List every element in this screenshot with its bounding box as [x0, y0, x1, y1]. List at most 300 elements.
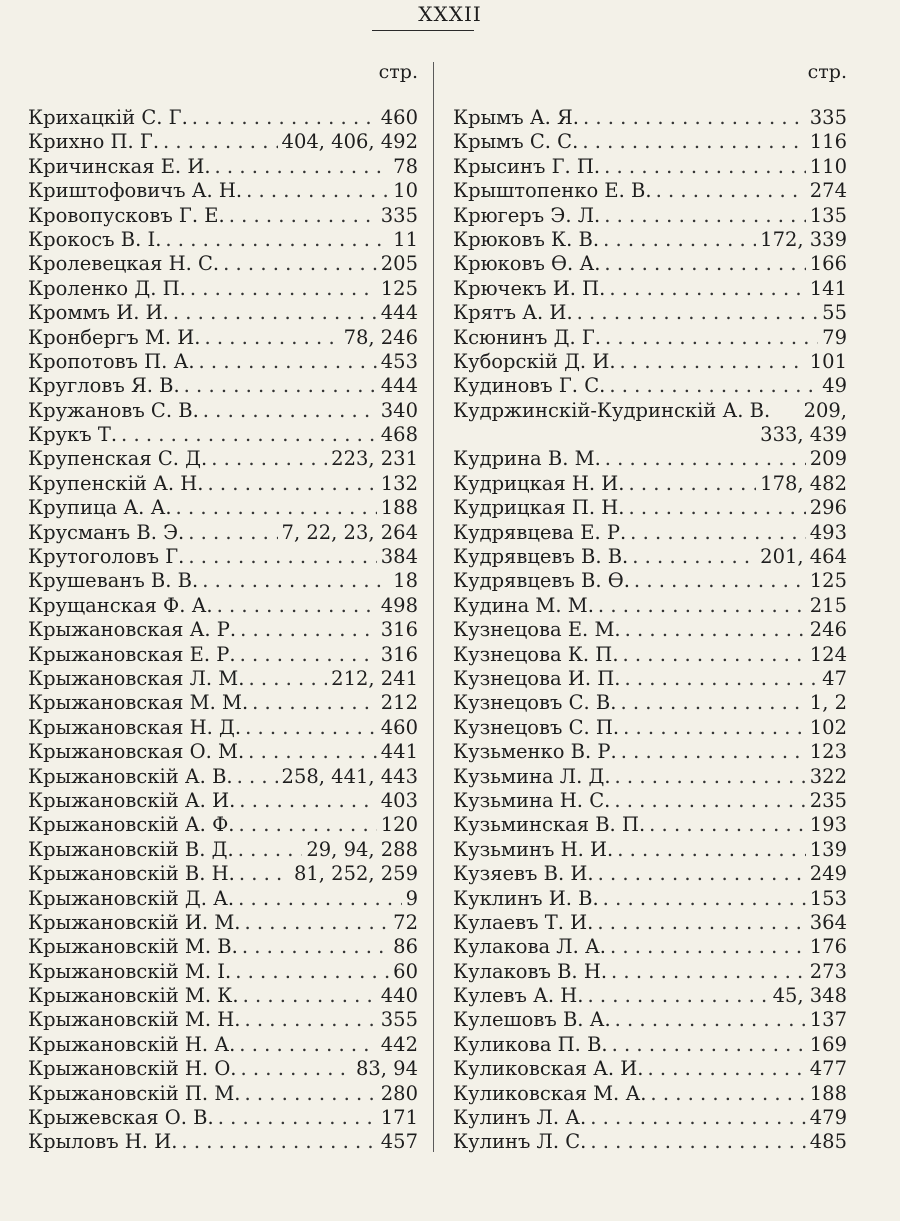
index-entries [28, 106, 418, 1155]
entry-pages: 457 [380, 1130, 418, 1154]
dot-leader [610, 935, 806, 959]
entry-name: Крюковъ К. В. [453, 227, 600, 251]
index-entry [28, 813, 418, 837]
entry-pages: 493 [809, 520, 847, 544]
index-entry [453, 838, 847, 862]
page-number: XXXII [418, 2, 482, 26]
index-entry [28, 1033, 418, 1057]
entry-pages: 123 [809, 740, 847, 764]
entry-pages: 141 [809, 276, 847, 300]
entry-pages: 209 [809, 447, 847, 471]
entry-name: Кулинъ Л. С. [453, 1130, 587, 1154]
dot-leader [590, 1130, 805, 1154]
dot-leader [621, 740, 806, 764]
entry-pages: 322 [809, 764, 847, 788]
index-entry [453, 130, 847, 154]
dot-leader [590, 1106, 806, 1130]
index-entry [453, 106, 847, 130]
entry-name: Кровопусковъ Г. Е. [28, 203, 225, 227]
entry-name: Крусманъ В. Э. [28, 520, 185, 544]
entry-name: Кудржинскій-Кудринскій А. В. [453, 398, 771, 422]
entry-pages: 135 [809, 203, 847, 227]
dot-leader [632, 545, 756, 569]
entry-pages: 296 [809, 496, 847, 520]
entry-name: Крыжановскій А. В. [28, 764, 233, 788]
entry-name: Крыжановскій В. Д. [28, 837, 234, 861]
dot-leader [609, 277, 805, 301]
index-entry [28, 496, 418, 520]
index-entries [453, 106, 847, 1155]
index-entry [453, 374, 847, 398]
entry-name: Кузнецовъ С. П. [453, 715, 620, 739]
entry-name: Кузьминская В. П. [453, 813, 646, 837]
entry-pages: 45, 348 [772, 984, 847, 1008]
index-entry [453, 545, 847, 569]
entry-pages: 364 [809, 910, 847, 934]
dot-leader [240, 618, 377, 642]
entry-pages: 479 [809, 1106, 847, 1130]
entry-pages: 223, 231 [331, 447, 418, 471]
dot-leader [617, 838, 806, 862]
entry-pages: 340 [380, 398, 418, 422]
dot-leader [603, 887, 806, 911]
entry-name: Кругловъ Я. В. [28, 374, 180, 398]
dot-leader [609, 374, 818, 398]
index-entry [28, 106, 418, 130]
index-entry [28, 1106, 418, 1130]
dot-leader [163, 130, 278, 154]
dot-leader [202, 569, 389, 593]
entry-name: Крятъ А. И. [453, 301, 573, 325]
entry-pages: 440 [380, 984, 418, 1008]
index-entry [28, 301, 418, 325]
index-entry [28, 618, 418, 642]
entry-name: Ксюнинъ Д. Г. [453, 325, 601, 349]
dot-leader [624, 667, 818, 691]
dot-leader [203, 399, 377, 423]
entry-pages: 460 [380, 106, 418, 129]
dot-leader [629, 472, 757, 496]
entry-pages: 102 [809, 715, 847, 739]
index-entry [28, 130, 418, 154]
dot-leader [173, 301, 377, 325]
entry-name: Кролевецкая Н. С. [28, 252, 220, 276]
index-entry [28, 838, 418, 862]
dot-leader [582, 130, 805, 154]
entry-name: Куликова П. В. [453, 1032, 608, 1056]
index-entry [453, 935, 847, 959]
entry-name: Кудрицкая Н. И. [453, 471, 625, 495]
index-entry [28, 277, 418, 301]
dot-leader [238, 887, 401, 911]
index-entry [28, 691, 418, 715]
entry-pages: 355 [380, 1008, 418, 1032]
entry-name: Крымъ А. Я. [453, 106, 579, 129]
dot-leader [238, 838, 303, 862]
index-entry [28, 204, 418, 228]
index-entry [453, 447, 847, 471]
index-entry [453, 1008, 847, 1032]
entry-pages: 169 [809, 1032, 847, 1056]
entry-name: Крупица А. А. [28, 496, 172, 520]
dot-leader [615, 1008, 806, 1032]
index-entry [453, 277, 847, 301]
entry-name: Кудрина В. М. [453, 447, 601, 471]
entry-name: Кузнецова Е. М. [453, 618, 621, 642]
index-entry [28, 472, 418, 496]
entry-name: Кузяевъ В. И. [453, 862, 594, 886]
index-entry [453, 496, 847, 520]
dot-leader [239, 862, 290, 886]
index-entry [453, 350, 847, 374]
index-entry [28, 545, 418, 569]
entry-name: Кулешовъ В. А. [453, 1008, 611, 1032]
entry-name: Крыжановская Н. Д. [28, 715, 242, 739]
entry-pages: 316 [380, 642, 418, 666]
dot-leader [245, 716, 377, 740]
entry-pages: 124 [809, 642, 847, 666]
index-entry [28, 643, 418, 667]
entry-name: Крючекъ И. П. [453, 276, 606, 300]
entry-name: Кружановъ С. В. [28, 398, 199, 422]
entry-pages: 212 [380, 691, 418, 715]
entry-name: Криштофовичъ А. Н. [28, 179, 243, 203]
index-entry [28, 1130, 418, 1154]
entry-name: Крутоголовъ Г. [28, 545, 185, 569]
column-header-pages: стр. [378, 61, 418, 83]
index-entry [28, 350, 418, 374]
index-entry [453, 301, 847, 325]
entry-pages: 86 [393, 935, 418, 959]
entry-name: Кричинская Е. И. [28, 154, 211, 178]
index-entry [453, 691, 847, 715]
index-entry [453, 1082, 847, 1106]
index-entry [28, 984, 418, 1008]
dot-leader [188, 545, 376, 569]
index-entry [28, 594, 418, 618]
entry-pages: 7, 22, 23, 264 [281, 520, 418, 544]
entry-name: Крюгеръ Э. Л. [453, 203, 601, 227]
entry-pages: 110 [809, 154, 847, 178]
entry-name: Кузьменко В. Р. [453, 740, 617, 764]
entry-name: Крыжановскій М. К. [28, 984, 239, 1008]
entry-name: Кузьминъ Н. И. [453, 837, 614, 861]
entry-name: Крыжановскій М. В. [28, 935, 238, 959]
entry-name: Крупенскій А. Н. [28, 471, 204, 495]
index-entry [28, 935, 418, 959]
dot-leader [604, 252, 805, 276]
entry-pages: 1, 2 [809, 691, 847, 715]
dot-leader [598, 594, 806, 618]
entry-pages: 125 [380, 276, 418, 300]
entry-name: Кулинъ Л. А. [453, 1106, 587, 1130]
index-entry [453, 1033, 847, 1057]
index-entry [453, 204, 847, 228]
dot-leader [615, 765, 806, 789]
entry-pages: 10 [393, 179, 418, 203]
entry-pages: 188 [380, 496, 418, 520]
entry-pages: 246 [809, 618, 847, 642]
entry-name: Крыловъ Н. И. [28, 1130, 178, 1154]
index-entry [453, 667, 847, 691]
entry-name: Крюковъ Ѳ. А. [453, 252, 601, 276]
index-entry [453, 1130, 847, 1154]
index-entry [28, 155, 418, 179]
entry-name: Крыжановская Е. Р. [28, 642, 236, 666]
index-entry [28, 521, 418, 545]
entry-name: Крушеванъ В. В. [28, 569, 199, 593]
dot-leader [235, 960, 389, 984]
dot-leader [208, 472, 377, 496]
dot-leader [605, 326, 818, 350]
entry-name: Крихацкій С. Г. [28, 106, 188, 129]
index-entry [28, 374, 418, 398]
dot-leader [656, 179, 806, 203]
dot-leader [620, 691, 805, 715]
index-entry [28, 569, 418, 593]
dot-leader [252, 691, 377, 715]
entry-pages: 442 [380, 1032, 418, 1056]
dot-leader [634, 569, 806, 593]
dot-leader [629, 496, 806, 520]
entry-pages: 11 [393, 227, 418, 251]
entry-name: Крыжановскій А. И. [28, 788, 236, 812]
index-entry [28, 960, 418, 984]
dot-leader [237, 765, 278, 789]
entry-pages: 78 [393, 154, 418, 178]
entry-pages: 101 [809, 349, 847, 373]
entry-pages: 441 [380, 740, 418, 764]
index-entry [28, 1057, 418, 1081]
entry-pages: 444 [380, 301, 418, 325]
dot-leader [605, 447, 806, 471]
entry-name: Крыжановская О. М. [28, 740, 245, 764]
index-entry [28, 399, 418, 423]
index-entry [453, 887, 847, 911]
dot-leader [625, 618, 806, 642]
entry-pages: 60 [393, 959, 418, 983]
entry-pages: 235 [809, 788, 847, 812]
entry-name: Кузьмина Н. С. [453, 788, 611, 812]
entry-pages: 205 [380, 252, 418, 276]
entry-pages: 188 [809, 1081, 847, 1105]
index-entry [28, 887, 418, 911]
entry-pages: 172, 339 [760, 227, 847, 251]
index-entry [28, 911, 418, 935]
dot-leader [620, 350, 806, 374]
entry-name: Крукъ Т. [28, 423, 118, 447]
entry-pages: 29, 94, 288 [306, 837, 418, 861]
index-entry [453, 423, 847, 447]
entry-name: Крыжановскій И. М. [28, 910, 241, 934]
dot-leader [242, 935, 389, 959]
entry-pages: 453 [380, 349, 418, 373]
index-entry [453, 813, 847, 837]
entry-pages: 335 [809, 106, 847, 129]
dot-leader [215, 155, 390, 179]
entry-pages: 444 [380, 374, 418, 398]
column-divider [433, 62, 434, 1152]
dot-leader [188, 521, 277, 545]
dot-leader [241, 1057, 352, 1081]
entry-name: Крыжановскій Н. А. [28, 1032, 236, 1056]
entry-pages: 178, 482 [760, 471, 847, 495]
dot-leader [184, 374, 377, 398]
dot-leader [611, 960, 806, 984]
dot-leader [603, 228, 756, 252]
entry-name: Крыжевская О. В. [28, 1106, 214, 1130]
dot-leader [176, 496, 377, 520]
entry-name: Куборскій Д. И. [453, 349, 616, 373]
dot-leader [229, 204, 377, 228]
entry-pages: 120 [380, 813, 418, 837]
entry-name: Кулаевъ Т. И. [453, 910, 594, 934]
entry-pages: 403 [380, 788, 418, 812]
entry-name: Кузьмина Л. Д. [453, 764, 611, 788]
entry-pages: 79 [822, 325, 847, 349]
entry-pages: 176 [809, 935, 847, 959]
index-entry [28, 1008, 418, 1032]
dot-leader [244, 1082, 376, 1106]
dot-leader [223, 252, 377, 276]
entry-name: Кудрявцевъ В. В. [453, 545, 629, 569]
dot-leader [587, 984, 768, 1008]
index-entry [453, 155, 847, 179]
entry-name: Крыжановскій М. Н. [28, 1008, 241, 1032]
entry-pages: 153 [809, 886, 847, 910]
entry-name: Кудиновъ Г. С. [453, 374, 606, 398]
index-entry [453, 399, 847, 423]
index-entry [28, 740, 418, 764]
index-entry [28, 1082, 418, 1106]
index-entry [453, 1106, 847, 1130]
dot-leader [248, 740, 377, 764]
index-entry [28, 447, 418, 471]
entry-name: Кропотовъ П. А. [28, 349, 195, 373]
dot-leader [623, 643, 806, 667]
index-entry [453, 594, 847, 618]
entry-name: Кудина М. М. [453, 593, 594, 617]
dot-leader [181, 1130, 376, 1154]
entry-pages: 171 [380, 1106, 418, 1130]
entry-name: Крыштопенко Е. В. [453, 179, 652, 203]
index-entry [453, 911, 847, 935]
entry-name: Крыжановская А. Р. [28, 618, 237, 642]
entry-name: Кудрявцевъ В. Ѳ. [453, 569, 630, 593]
index-entry [453, 472, 847, 496]
index-entry [28, 252, 418, 276]
entry-pages: 18 [393, 569, 418, 593]
entry-name: Кулаковъ В. Н. [453, 959, 608, 983]
dot-leader [240, 643, 377, 667]
dot-leader [612, 1033, 806, 1057]
dot-leader [204, 326, 339, 350]
entry-pages: 280 [380, 1081, 418, 1105]
entry-pages: 55 [822, 301, 847, 325]
index-entry [28, 423, 418, 447]
entry-name: Кронбергъ М. И. [28, 325, 201, 349]
index-entry [453, 228, 847, 252]
dot-leader [614, 789, 805, 813]
dot-leader [244, 1008, 376, 1032]
entry-pages: 273 [809, 959, 847, 983]
dot-leader [165, 228, 389, 252]
entry-name: Крыжановскій Д. А. [28, 886, 235, 910]
entry-pages: 78, 246 [343, 325, 418, 349]
entry-name: Кулевъ А. Н. [453, 984, 584, 1008]
index-entry [28, 667, 418, 691]
index-entry [453, 326, 847, 350]
entry-pages: 468 [380, 423, 418, 447]
entry-name: Крыжановскій Н. О. [28, 1057, 237, 1081]
dot-leader [190, 277, 377, 301]
entry-name: Крыжановская М. М. [28, 691, 249, 715]
entry-name: Крокосъ В. І. [28, 227, 162, 251]
entry-name: Крыжановскій В. Н. [28, 862, 235, 886]
entry-pages: 335 [380, 203, 418, 227]
dot-leader [217, 594, 377, 618]
entry-name: Крыжановскій М. І. [28, 959, 232, 983]
dot-leader [650, 1082, 805, 1106]
entry-name: Крыжановская Л. М. [28, 666, 245, 690]
entry-pages: 125 [809, 569, 847, 593]
dot-leader [239, 1033, 376, 1057]
index-entry [453, 618, 847, 642]
dot-leader [598, 862, 806, 886]
entry-name: Крыжановскій П. М. [28, 1081, 241, 1105]
index-column-left [28, 58, 418, 1155]
entry-name: Крымъ С. С. [453, 130, 579, 154]
index-column-right [453, 58, 847, 1155]
entry-pages: 384 [380, 545, 418, 569]
entry-pages: 333, 439 [760, 423, 847, 447]
entry-pages: 477 [809, 1057, 847, 1081]
entry-pages: 166 [809, 252, 847, 276]
entry-name: Кроленко Д. П. [28, 276, 186, 300]
entry-name: Кудрицкая П. Н. [453, 496, 625, 520]
dot-leader [583, 106, 806, 130]
entry-pages: 258, 441, 443 [281, 764, 418, 788]
entry-name: Куклинъ И. В. [453, 886, 599, 910]
dot-leader [218, 1106, 377, 1130]
entry-name: Кузнецовъ С. В. [453, 691, 617, 715]
entry-pages: 249 [809, 862, 847, 886]
index-entry [28, 862, 418, 886]
dot-leader [243, 984, 377, 1008]
dot-leader [192, 106, 377, 130]
index-entry [453, 716, 847, 740]
entry-name: Кузнецова К. П. [453, 642, 619, 666]
entry-name: Крихно П. Г. [28, 130, 160, 154]
entry-pages: 83, 94 [355, 1057, 418, 1081]
index-entry [453, 984, 847, 1008]
entry-pages: 209, [803, 398, 847, 422]
dot-leader [649, 813, 806, 837]
entry-pages: 132 [380, 471, 418, 495]
dot-leader [630, 521, 806, 545]
dot-leader [121, 423, 377, 447]
index-entry [453, 789, 847, 813]
entry-pages: 212, 241 [331, 666, 418, 690]
dot-leader [604, 204, 806, 228]
entry-pages: 485 [809, 1130, 847, 1154]
dot-leader [211, 447, 327, 471]
index-entry [28, 765, 418, 789]
entry-pages: 201, 464 [760, 545, 847, 569]
entry-pages: 139 [809, 837, 847, 861]
index-entry [453, 765, 847, 789]
index-entry [453, 643, 847, 667]
